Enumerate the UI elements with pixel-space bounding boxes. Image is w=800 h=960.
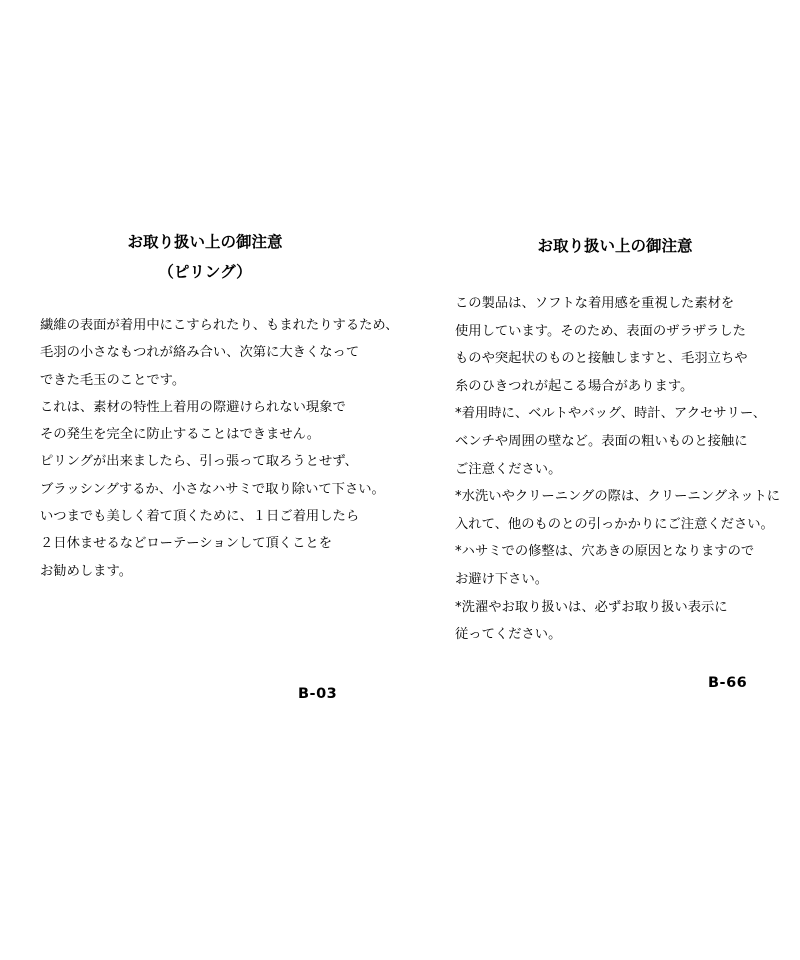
notice-line: いつまでも美しく着て頂くために、１日ご着用したら	[40, 509, 360, 525]
notice-subtitle: （ピリング）	[158, 263, 252, 281]
notice-line: 毛羽の小さなもつれが絡み合い、次第に大きくなって	[40, 345, 360, 361]
notice-line: 入れて、他のものとの引っかかりにご注意ください。	[455, 516, 774, 532]
notice-line: *着用時に、ベルトやバッグ、時計、アクセサリー、	[455, 406, 767, 422]
notice-line: ピリングが出来ましたら、引っ張って取ろうとせず、	[40, 454, 358, 470]
notice-line: ベンチや周囲の壁など。表面の粗いものと接触に	[455, 433, 748, 449]
notice-line: できた毛玉のことです。	[40, 372, 186, 388]
notice-line: これは、素材の特性上着用の際避けられない現象で	[40, 399, 346, 415]
notice-line: ものや突起状のものと接触しますと、毛羽立ちや	[455, 351, 748, 367]
notice-line: ブラッシングするか、小さなハサミで取り除いて下さい。	[40, 481, 385, 497]
notice-line: 糸のひきつれが起こる場合があります。	[455, 378, 694, 394]
notice-line: *洗濯やお取り扱いは、必ずお取り扱い表示に	[455, 599, 728, 615]
notice-line: 使用しています。そのため、表面のザラザラした	[455, 323, 746, 339]
notice-title: お取り扱い上の御注意	[537, 237, 693, 255]
notice-line: ２日休ませるなどローテーションして頂くことを	[40, 536, 332, 552]
notice-line: 繊維の表面が着用中にこすられたり、もまれたりするため、	[40, 318, 399, 333]
notice-code: B-66	[708, 675, 748, 691]
notice-line: *水洗いやクリーニングの際は、クリーニングネットに	[455, 489, 781, 505]
notice-line: ご注意ください。	[455, 461, 562, 477]
notice-line: この製品は、ソフトな着用感を重視した素材を	[455, 296, 735, 311]
care-notice-pilling	[40, 230, 400, 585]
notice-code: B-03	[298, 686, 338, 702]
notice-line: お避け下さい。	[455, 571, 549, 587]
notice-line: お勧めします。	[40, 563, 133, 579]
notice-body	[455, 290, 781, 649]
notice-line: 従ってください。	[455, 627, 562, 643]
notice-title: お取り扱い上の御注意	[127, 233, 283, 251]
notice-line: その発生を完全に防止することはできません。	[40, 427, 321, 443]
notice-line: *ハサミでの修整は、穴あきの原因となりますので	[455, 544, 755, 560]
notice-body	[40, 312, 400, 585]
care-notice-snagging	[455, 232, 781, 649]
